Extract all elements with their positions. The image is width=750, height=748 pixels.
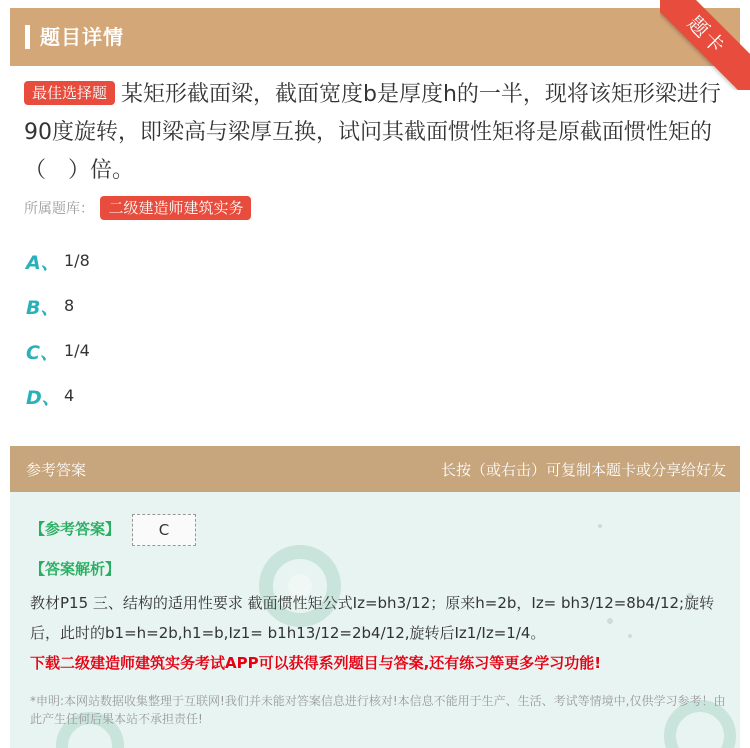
option-c[interactable] bbox=[26, 338, 90, 383]
option-letter: B、 bbox=[26, 297, 60, 319]
option-b[interactable] bbox=[26, 293, 90, 338]
source-label: 所属题库： bbox=[24, 201, 94, 217]
option-letter: A、 bbox=[26, 252, 60, 274]
page-title: 题目详情 bbox=[40, 25, 124, 49]
share-hint: 长按（或右击）可复制本题卡或分享给好友 bbox=[440, 461, 726, 479]
page-header bbox=[10, 8, 740, 66]
reference-answer-value: C bbox=[132, 514, 196, 546]
source-row bbox=[24, 196, 251, 220]
options-list bbox=[26, 248, 90, 428]
option-a[interactable] bbox=[26, 248, 90, 293]
option-letter: D、 bbox=[26, 387, 61, 409]
reference-answer-label: 【参考答案】 bbox=[30, 520, 121, 538]
answer-section bbox=[10, 446, 740, 748]
ribbon-label: 题卡 bbox=[660, 0, 750, 90]
option-letter: C、 bbox=[26, 342, 59, 364]
source-tag[interactable]: 二级建造师建筑实务 bbox=[100, 196, 251, 220]
question-block bbox=[24, 76, 724, 190]
analysis-text: 教材P15 三、结构的适用性要求 截面惯性矩公式Iz=bh3/12；原来h=2b，Iz= bh3/12=8b4/12;旋转后，此时的b1=h=2b,h1=b,Iz1= b1h13/12=2b4/12,旋转后Iz1/Iz=1/4。 bbox=[30, 594, 715, 642]
header-accent-bar bbox=[25, 25, 30, 49]
option-text: 8 bbox=[64, 296, 75, 315]
answer-header bbox=[10, 446, 740, 492]
option-d[interactable] bbox=[26, 383, 90, 428]
app-promo-link[interactable]: 下载二级建造师建筑实务考试APP可以获得系列题目与答案,还有练习等更多学习功能! bbox=[30, 654, 602, 672]
question-text: 某矩形截面梁，截面宽度b是厚度h的一半，现将该矩形梁进行90度旋转，即梁高与梁厚互换，试问其截面惯性矩将是原截面惯性矩的（ ）倍。 bbox=[24, 82, 721, 183]
answer-header-label: 参考答案 bbox=[26, 461, 87, 479]
disclaimer: *申明:本网站数据收集整理于互联网!我们并未能对答案信息进行核对!本信息不能用于生产、生活、考试等情境中,仅供学习参考！由此产生任何后果本站不承担责任! bbox=[30, 694, 726, 726]
option-text: 1/4 bbox=[64, 341, 90, 360]
option-text: 1/8 bbox=[64, 251, 90, 270]
option-text: 4 bbox=[64, 386, 75, 405]
analysis-label: 【答案解析】 bbox=[30, 560, 121, 578]
question-type-tag: 最佳选择题 bbox=[24, 81, 115, 105]
